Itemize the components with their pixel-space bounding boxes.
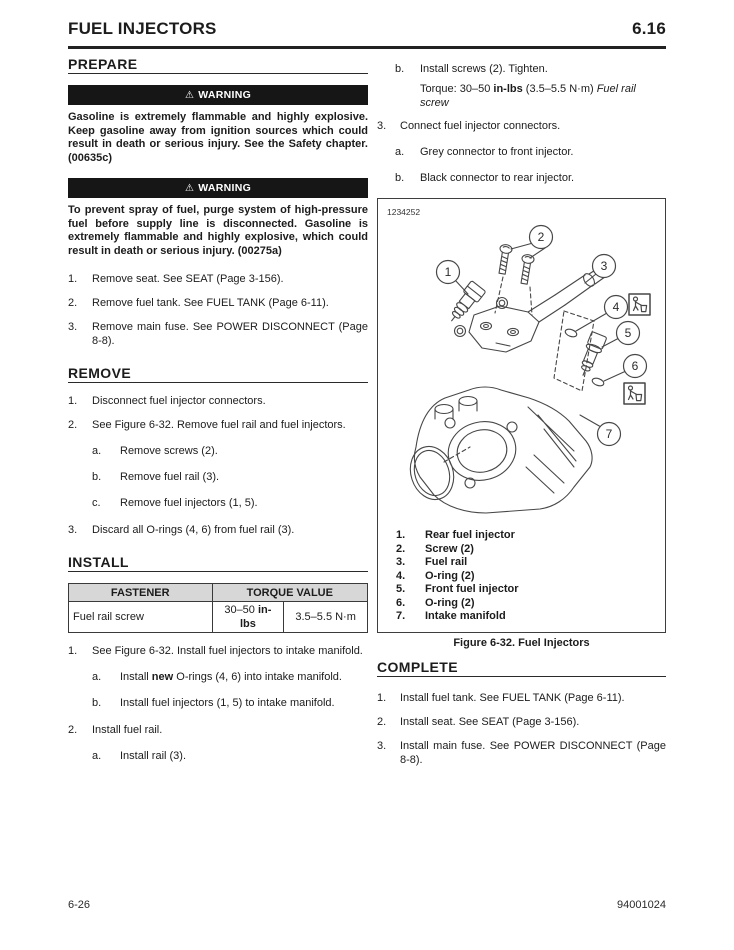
install-step-2a xyxy=(68,749,368,763)
remove-step-3 xyxy=(68,523,368,537)
footer-page-number: 6-26 xyxy=(68,899,91,911)
step-text: Install fuel rail. xyxy=(92,724,163,736)
step-text: Disconnect fuel injector connectors. xyxy=(92,395,266,407)
page-title: FUEL INJECTORS xyxy=(68,19,217,38)
step-text: Remove fuel injectors (1, 5). xyxy=(120,497,258,509)
legend-number: 6. xyxy=(396,596,406,609)
legend-label: O-ring (2) xyxy=(425,596,475,609)
warning-block-2 xyxy=(68,178,368,258)
step-letter: b. xyxy=(395,172,405,184)
callout-1: 1 xyxy=(444,265,452,279)
step-number: 2. xyxy=(68,724,78,736)
step-text: Install fuel injectors (1, 5) to intake manifold. xyxy=(120,697,335,709)
step-text: See Figure 6-32. Install fuel injectors to intake manifold. xyxy=(92,645,363,657)
step-text: Remove fuel tank. See FUEL TANK (Page 6-11). xyxy=(92,297,329,309)
legend-label: Fuel rail xyxy=(425,556,468,568)
callout-5: 5 xyxy=(624,326,632,340)
prepare-step-2 xyxy=(68,296,368,310)
remove-step-1 xyxy=(68,394,368,408)
figure-legend xyxy=(378,527,665,632)
text-part-italic: Fuel rail screw xyxy=(420,83,636,109)
step-letter: a. xyxy=(92,750,102,762)
step-text: Install screws (2). Tighten. xyxy=(420,63,548,75)
step-number: 3. xyxy=(68,321,78,333)
step-number: 2. xyxy=(68,297,78,309)
step-number: 3. xyxy=(68,524,78,536)
text-part-bold: new xyxy=(151,671,174,683)
left-column xyxy=(68,57,368,763)
step-text xyxy=(120,671,342,683)
legend-label: Rear fuel injector xyxy=(425,529,515,541)
legend-number: 3. xyxy=(396,556,406,568)
torque-table-row xyxy=(69,602,368,633)
step-text: Black connector to rear injector. xyxy=(420,172,575,184)
complete-step-3 xyxy=(377,739,666,767)
step-text: Install main fuse. See POWER DISCONNECT (Page 8-8). xyxy=(400,739,666,766)
callout-6: 6 xyxy=(631,359,639,373)
screw-parts xyxy=(496,244,512,275)
step-text: Remove screws (2). xyxy=(120,445,218,457)
warning-triangle-icon: ⚠ xyxy=(184,90,195,101)
figure-6-32 xyxy=(377,198,666,633)
install-step-1 xyxy=(68,644,368,658)
legend-item xyxy=(396,570,659,584)
legend-label: O-ring (2) xyxy=(425,569,475,582)
footer-doc-number: 94001024 xyxy=(617,899,666,911)
step-text: Remove fuel rail (3). xyxy=(120,471,220,483)
step-letter: c. xyxy=(92,497,101,509)
cell-torque-inlbs xyxy=(212,602,284,633)
install-step-3a xyxy=(377,145,666,159)
warning-label: WARNING xyxy=(198,89,252,101)
step-text: Remove main fuse. See POWER DISCONNECT (Page 8-8). xyxy=(92,321,368,347)
step-letter: a. xyxy=(92,445,102,457)
step-text: Connect fuel injector connectors. xyxy=(400,120,561,132)
dispose-icon xyxy=(629,294,650,315)
figure-image-number: 1234252 xyxy=(387,207,421,217)
step-letter: a. xyxy=(92,671,102,683)
step-text: Grey connector to front injector. xyxy=(420,146,574,158)
legend-item xyxy=(396,583,659,597)
remove-step-2 xyxy=(68,418,368,432)
legend-item xyxy=(396,597,659,611)
install-step-1b xyxy=(68,696,368,710)
legend-label: Intake manifold xyxy=(425,610,506,622)
rear-fuel-injector xyxy=(445,281,486,327)
warning-label: WARNING xyxy=(198,182,252,194)
text-part: Torque: 30–50 xyxy=(420,83,494,95)
warning-block-1 xyxy=(68,85,368,165)
warning-text: To prevent spray of fuel, purge system of high-pressure fuel before supply line is disconnected. Gasoline is extremely flammable and highly explosive, which could result in death or serious injury. (00275a) xyxy=(68,204,368,257)
step-letter: a. xyxy=(395,146,405,158)
legend-item xyxy=(396,529,659,543)
step-text: See Figure 6-32. Remove fuel rail and fuel injectors. xyxy=(92,419,346,431)
step-text: Install seat. See SEAT (Page 3-156). xyxy=(400,715,580,728)
step-letter: b. xyxy=(395,63,405,75)
cell-fastener: Fuel rail screw xyxy=(69,602,213,633)
dispose-icon xyxy=(624,383,645,404)
step-number: 2. xyxy=(377,715,387,728)
heading-remove: REMOVE xyxy=(68,366,368,383)
legend-item xyxy=(396,610,659,624)
table-header-torque: TORQUE VALUE xyxy=(212,584,367,602)
text-part: (3.5–5.5 N·m) xyxy=(522,83,597,95)
warning-triangle-icon: ⚠ xyxy=(184,183,195,194)
torque-table-header-row xyxy=(69,584,368,602)
table-header-fastener: FASTENER xyxy=(69,584,213,602)
install-step-3b xyxy=(377,171,666,185)
complete-step-1 xyxy=(377,691,666,705)
prepare-step-3 xyxy=(68,320,368,348)
torque-unit: in-lbs xyxy=(239,604,272,630)
o-ring-small xyxy=(591,377,605,387)
heading-install: INSTALL xyxy=(68,555,368,572)
install-step-3 xyxy=(377,119,666,133)
warning-bar xyxy=(68,178,368,198)
step-letter: b. xyxy=(92,697,102,709)
install-step-2 xyxy=(68,723,368,737)
legend-number: 4. xyxy=(396,569,406,582)
cell-torque-metric: 3.5–5.5 N·m xyxy=(284,602,368,633)
o-ring-small xyxy=(455,326,466,337)
text-part-bold: in-lbs xyxy=(493,83,523,95)
callout-circles xyxy=(437,226,647,446)
text-part: O-rings (4, 6) into intake manifold. xyxy=(173,671,342,683)
install-step-2b xyxy=(377,62,666,76)
step-number: 3. xyxy=(377,739,387,752)
remove-step-2c xyxy=(68,496,368,510)
legend-number: 2. xyxy=(396,542,406,555)
callout-2: 2 xyxy=(537,230,545,244)
section-number: 6.16 xyxy=(632,19,666,38)
legend-item xyxy=(396,556,659,570)
step-text: Remove seat. See SEAT (Page 3-156). xyxy=(92,273,284,285)
step-number: 1. xyxy=(68,273,78,285)
step-number: 2. xyxy=(68,419,78,431)
heading-prepare: PREPARE xyxy=(68,57,368,74)
callout-3: 3 xyxy=(600,259,608,273)
torque-spec-line xyxy=(377,82,666,110)
page-header xyxy=(68,19,666,38)
step-number: 1. xyxy=(377,691,387,704)
page-footer xyxy=(68,898,666,912)
install-step-1a xyxy=(68,670,368,684)
fuel-injectors-diagram xyxy=(378,215,665,527)
step-text: Install rail (3). xyxy=(120,750,187,762)
step-number: 3. xyxy=(377,120,387,132)
legend-number: 7. xyxy=(396,610,406,622)
header-rule xyxy=(68,46,666,49)
step-number: 1. xyxy=(68,395,78,407)
heading-complete: COMPLETE xyxy=(377,660,666,677)
step-text: Install fuel tank. See FUEL TANK (Page 6-11). xyxy=(400,691,625,704)
legend-item xyxy=(396,543,659,557)
right-column xyxy=(377,57,666,767)
legend-label: Screw (2) xyxy=(425,542,474,555)
step-number: 1. xyxy=(68,645,78,657)
o-ring-small xyxy=(564,328,578,338)
remove-step-2b xyxy=(68,470,368,484)
legend-number: 5. xyxy=(396,583,406,595)
torque-table xyxy=(68,583,368,633)
manifold-o-ring xyxy=(404,441,470,505)
step-letter: b. xyxy=(92,471,102,483)
legend-number: 1. xyxy=(396,529,406,541)
text-part: Install xyxy=(120,671,152,683)
warning-bar xyxy=(68,85,368,105)
warning-text: Gasoline is extremely flammable and highly explosive. Keep gasoline away from ignition sources which could result in death or serious injury. See the Safety chapter. (00635c) xyxy=(68,111,368,164)
figure-caption: Figure 6-32. Fuel Injectors xyxy=(453,636,590,649)
callout-7: 7 xyxy=(605,427,613,441)
complete-step-2 xyxy=(377,715,666,729)
torque-value: 30–50 xyxy=(224,604,258,616)
callout-4: 4 xyxy=(612,300,620,314)
remove-step-2a xyxy=(68,444,368,458)
step-text: Discard all O-rings (4, 6) from fuel rail (3). xyxy=(92,524,295,536)
legend-label: Front fuel injector xyxy=(425,583,519,595)
prepare-step-1 xyxy=(68,272,368,286)
